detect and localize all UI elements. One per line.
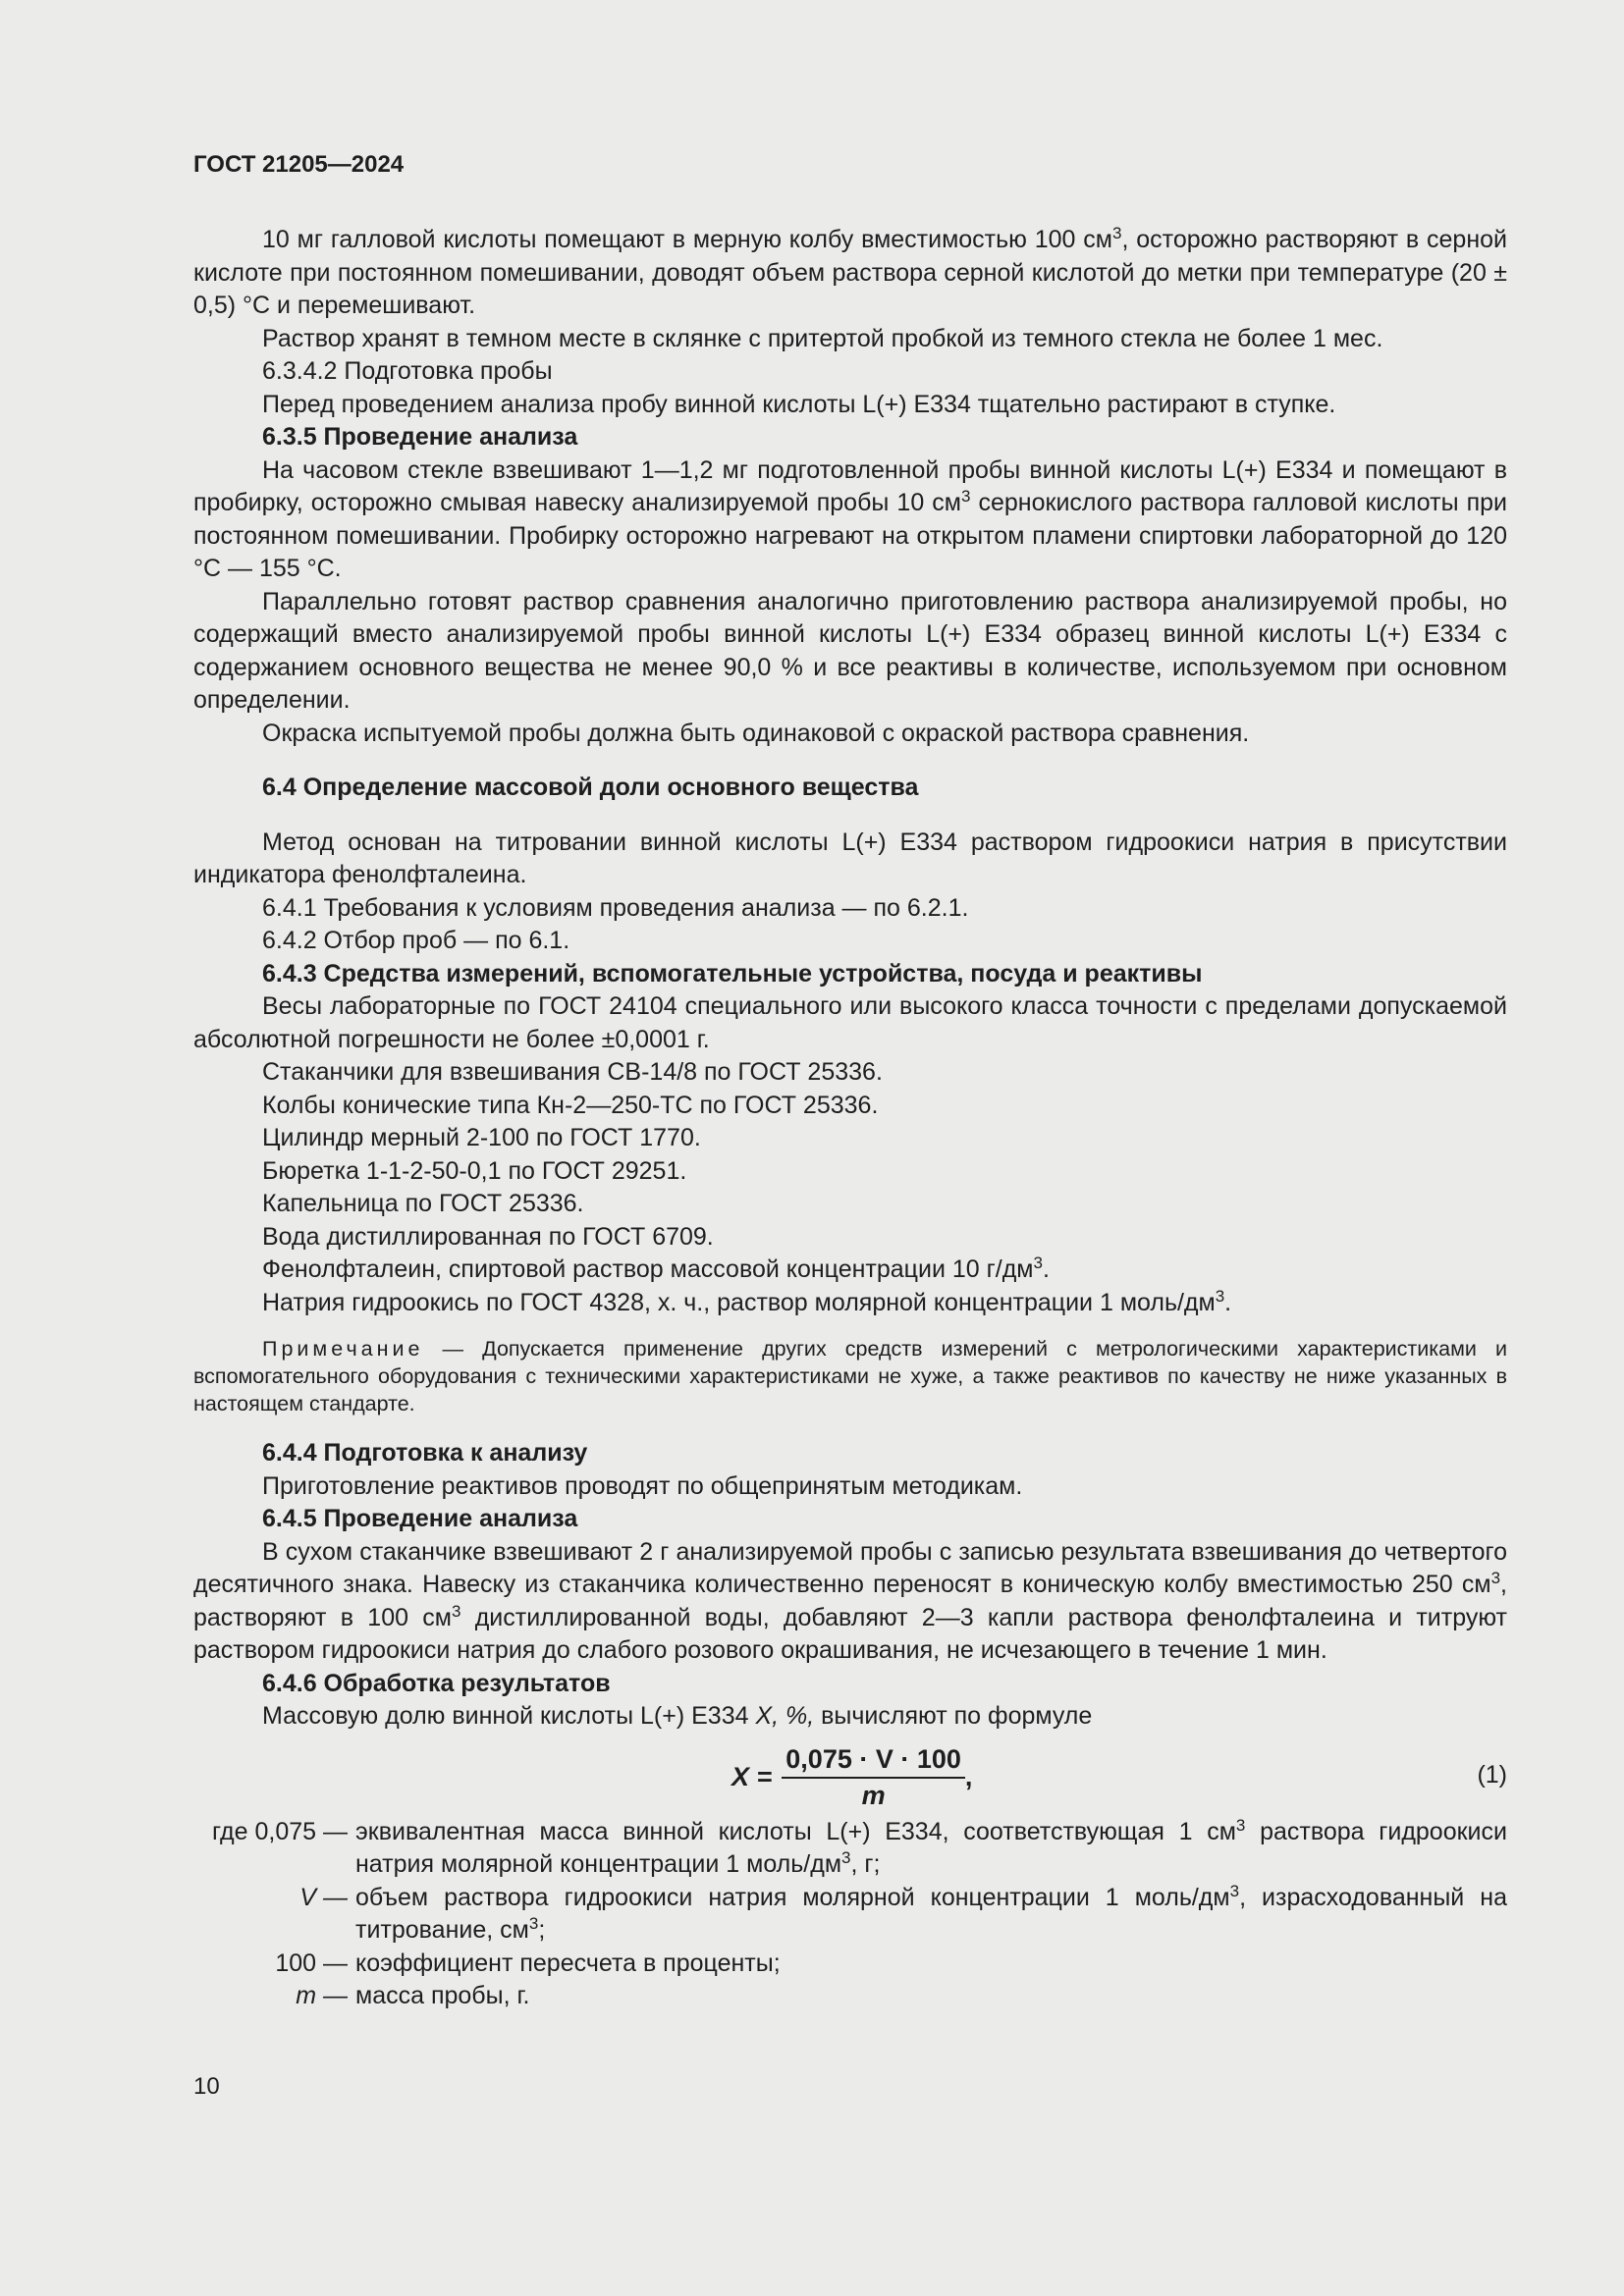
equation-number: (1) [1477,1760,1507,1789]
definition-label: m — [296,1982,348,2009]
definition-text: масса пробы, г. [355,1982,530,2009]
section-heading: 6.4 Определение массовой доли основного вещества [262,774,919,801]
definition-label: 100 — [275,1949,348,1977]
paragraph: Массовую долю винной кислоты L(+) Е334 X, %, вычисляют по формуле [262,1702,1093,1730]
paragraph: 6.4.1 Требования к условиям проведения анализа — по 6.2.1. [262,893,969,922]
section-heading: 6.3.5 Проведение анализа [262,423,578,451]
paragraph: Перед проведением анализа пробу винной кислоты L(+) Е334 тщательно растирают в ступке. [262,390,1336,418]
definition-label: V — [299,1883,348,1911]
formula-denominator: m [861,1780,886,1810]
section-heading: 6.4.4 Подготовка к анализу [262,1439,588,1467]
section-heading: 6.4.3 Средства измерений, вспомогательные устройства, посуда и реактивы [262,959,1203,988]
definition-text: объем раствора гидроокиси натрия молярной концентрации 1 моль/$дм^3$, израсходованный на титрование, $см^3$; [355,1881,1507,1944]
section-heading: 6.4.6 Обработка результатов [262,1669,611,1697]
definition-label: где 0,075 — [212,1817,348,1845]
section-heading: 6.4.5 Проведение анализа [262,1505,578,1532]
list-item: Капельница по ГОСТ 25336. [262,1190,584,1217]
list-item: Стаканчики для взвешивания СВ-14/8 по ГОСТ 25336. [262,1058,883,1086]
paragraph: 10 мг галловой кислоты помещают в мерную колбу вместимостью 100 $см^3$, осторожно растворяют в серной кислоте при постоянном помешивании, доводят объем раствора серной кислотой до метки при температуре (20 ± 0,5) °С и перемешивают. [193,224,1507,319]
list-item: Цилиндр мерный 2-100 по ГОСТ 1770. [262,1124,701,1151]
definition-text: эквивалентная масса винной кислоты L(+) Е334, соответствующая 1 $см^3$ раствора гидроокиси натрия молярной концентрации 1 моль/$дм^3$, г; [355,1815,1507,1878]
paragraph: Окраска испытуемой пробы должна быть одинаковой с окраской раствора сравнения. [262,719,1250,747]
formula: X = $\frac{0,075 \cdot V \cdot 100}{m}$ , [731,1743,973,1810]
formula-lhs: X = [731,1761,773,1791]
paragraph: В сухом стаканчике взвешивают 2 г анализируемой пробы с записью результата взвешивания до четвертого десятичного знака. Навеску из стаканчика количественно переносят в коническую колбу вместимостью 250 $см^3$, растворяют в 100 $см^3$ дистиллированной воды, добавляют 2—3 капли раствора фенолфталеина и титруют раствором гидроокиси натрия до слабого розового окрашивания, не исчезающего в течение 1 мин. [193,1537,1507,1664]
page-number: 10 [193,2073,220,2100]
list-item: Колбы конические типа Кн-2—250-ТС по ГОСТ 25336. [262,1091,879,1119]
paragraph: Весы лабораторные по ГОСТ 24104 специального или высокого класса точности с пределами допускаемой абсолютной погрешности не более ±0,0001 г. [193,992,1507,1053]
note-label: Примечание [262,1337,424,1361]
list-item: Натрия гидроокись по ГОСТ 4328, х. ч., раствор молярной концентрации 1 моль/$дм^3$. [262,1286,1232,1316]
list-item: Вода дистиллированная по ГОСТ 6709. [262,1222,714,1251]
variable-definitions [193,1816,1507,2013]
paragraph: Параллельно готовят раствор сравнения аналогично приготовлению раствора анализируемой пробы, но содержащий вместо анализируемой пробы винной кислоты L(+) Е334 образец винной кислоты L(+) Е334 с содержанием основного вещества не менее 90,0 % и все реактивы в количестве, используемом при основном определении. [193,587,1507,714]
note: Примечание — Допускается применение других средств измерений с метрологическими характеристиками и вспомогательного оборудования с техническими характеристиками не хуже, а также реактивов по качеству не ниже указанных в настоящем стандарте. [193,1337,1507,1415]
formula-fraction [782,1743,965,1812]
formula-numerator: 0,075 · V · 100 [782,1743,965,1779]
paragraph: 6.4.2 Отбор проб — по 6.1. [262,927,570,954]
list-item: Бюретка 1-1-2-50-0,1 по ГОСТ 29251. [262,1156,687,1185]
paragraph: Метод основан на титровании винной кислоты L(+) Е334 раствором гидроокиси натрия в присутствии индикатора фенолфталеина. [193,828,1507,888]
list-item: Фенолфталеин, спиртовой раствор массовой концентрации 10 $г/дм^3$. [262,1254,1050,1283]
paragraph: Раствор хранят в темном месте в склянке с притертой пробкой из темного стекла не более 1 мес. [262,324,1383,352]
paragraph: 6.3.4.2 Подготовка пробы [262,357,553,385]
paragraph: Приготовление реактивов проводят по общепринятым методикам. [262,1471,1023,1500]
document-body [193,224,1507,2013]
paragraph: На часовом стекле взвешивают 1—1,2 мг подготовленной пробы винной кислоты L(+) Е334 и помещают в пробирку, осторожно смывая навеску анализируемой пробы 10 $см^3$ сернокислого раствора галловой кислоты при постоянном помешивании. Пробирку осторожно нагревают на открытом пламени спиртовки лабораторной до 120 °С — 155 °С. [193,455,1507,582]
formula-block [193,1739,1507,1816]
definition-text: коэффициент пересчета в проценты; [355,1949,781,1977]
document-header: ГОСТ 21205—2024 [193,151,405,178]
